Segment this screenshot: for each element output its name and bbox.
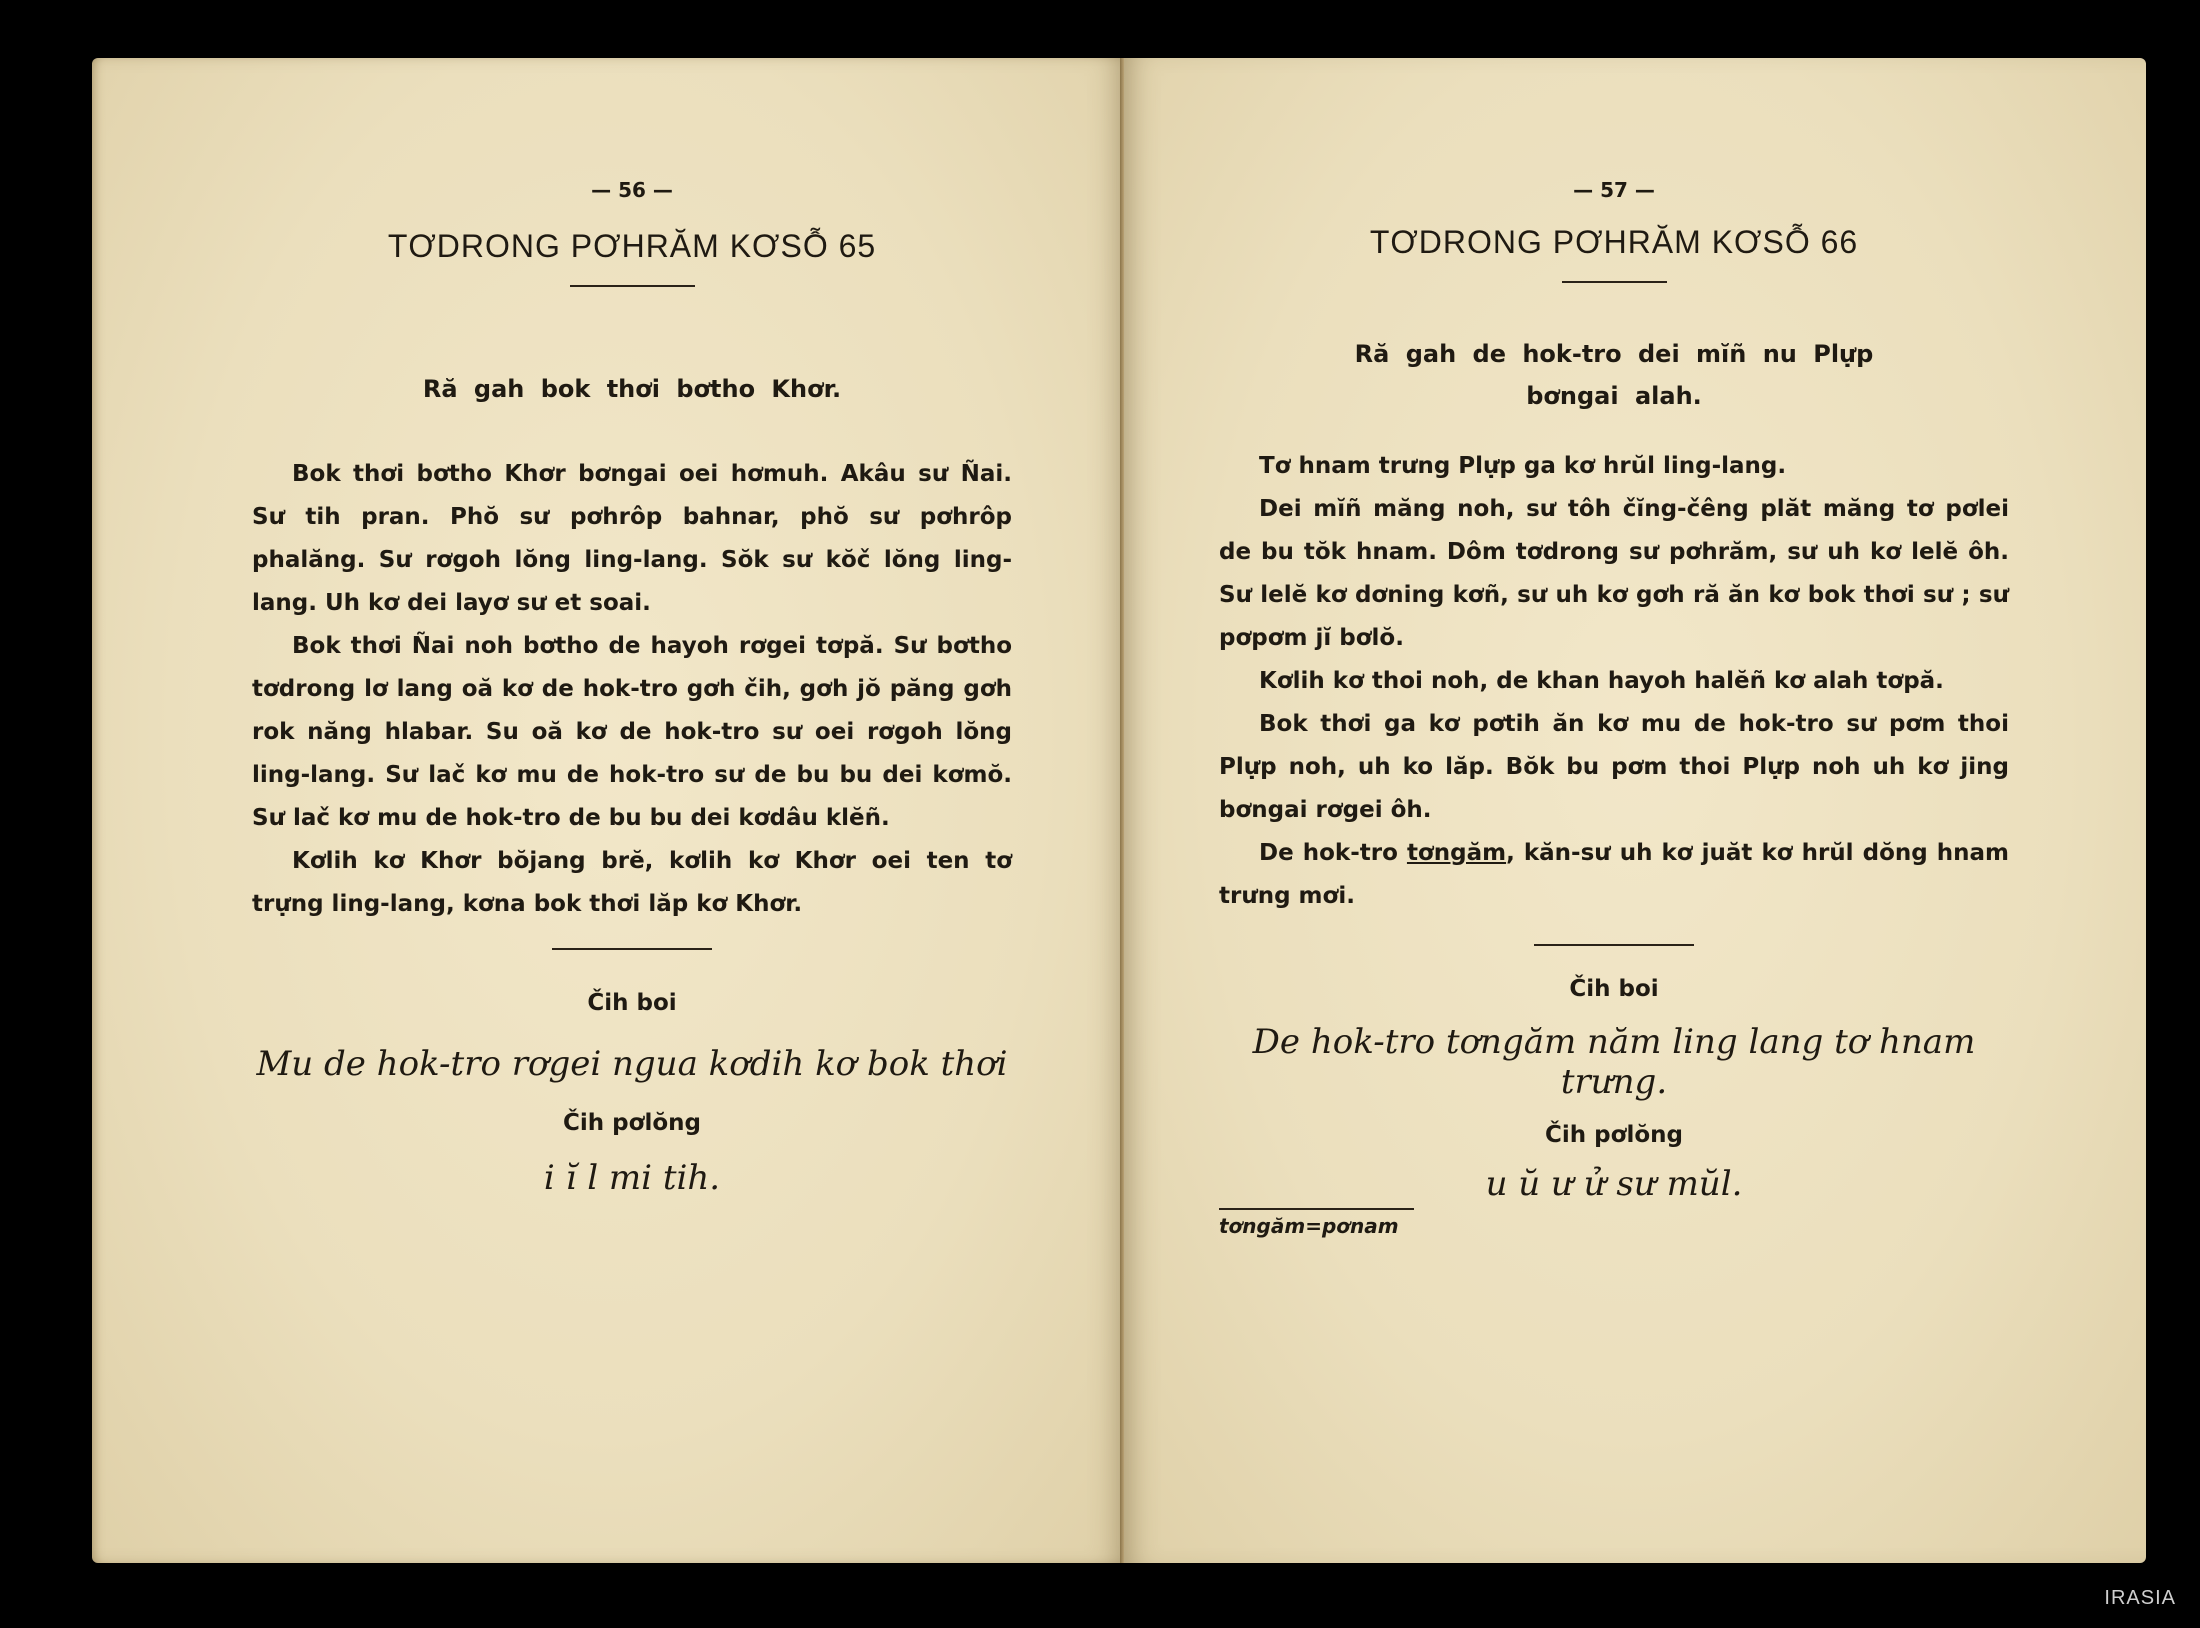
left-page-content [252,178,1012,1198]
left-body [252,453,1012,926]
page-number-right: — 57 — [1573,178,1655,202]
cih-polong-label-right: Čih pơlŏng [1545,1122,1683,1148]
cih-polong-handwriting-right: u ŭ ư ử sư mŭl. [1485,1164,1743,1204]
paragraph-3-right: Kơlih kơ thoi noh, de khan hayoh halĕñ kơ alah tơpă. [1259,668,1944,694]
section-rule-right [1534,944,1694,946]
paragraph-1-left: Bok thơi bơtho Khơr bơngai oei hơmuh. Akâu sư Ñai. Sư tih pran. Phŏ sư pơhrôp bahnar, phŏ sư pơhrôp phalăng. Sư rơgoh lŏng ling-lang. Sŏk sư kŏč lŏng ling-lang. Uh kơ dei layơ sư et soai. [252,461,1012,616]
paragraph-4-right: Bok thơi ga kơ pơtih ăn kơ mu de hok-tro sư pơm thoi Plựp noh, uh ko lăp. Bŏk bu pơm thoi Plựp noh uh kơ jing bơngai rơgei ôh. [1219,711,2009,823]
paragraph-3-left: Kơlih kơ Khơr bŏjang brĕ, kơlih kơ Khơr oei ten tơ trựng ling-lang, kơna bok thơi lăp kơ Khơr. [252,848,1012,917]
right-page-content [1219,178,2009,1238]
page-number-left: — 56 — [591,178,673,202]
cih-boi-handwriting-left: Mu de hok-tro rơgei ngua kơdih kơ bok thơi [256,1044,1008,1084]
paragraph-5-right [1219,832,2009,918]
left-page [92,58,1124,1563]
cih-boi-handwriting-right: De hok-tro tơngăm năm ling lang tơ hnam trưng. [1252,1022,1976,1102]
paragraph-1-right: Tơ hnam trưng Plựp ga kơ hrŭl ling-lang. [1259,453,1787,479]
cih-polong-label-left: Čih pơlŏng [563,1110,701,1136]
paragraph-5-prefix: De hok-tro [1259,840,1407,866]
cih-boi-label-left: Čih boi [587,990,677,1016]
paragraph-2-left: Bok thơi Ñai noh bơtho de hayoh rơgei tơpă. Sư bơtho tơdrong lơ lang oă kơ de hok-tro gơh čih, gơh jŏ păng gơh rok năng hlabar. Su oă kơ de hok-tro sư oei rơgoh lŏng ling-lang. Sư lač kơ mu de hok-tro sư de bu bu dei kơmŏ. Sư lač kơ mu de hok-tro de bu bu dei kơdâu klĕñ. [252,633,1012,831]
book-spread [92,58,2146,1563]
lesson-title-left: TƠDRONG PƠHRĂM KƠSỖ 65 [387,228,877,264]
watermark: IRASIA [2104,1587,2176,1609]
lesson-title-right: TƠDRONG PƠHRĂM KƠSỖ 66 [1369,224,1859,260]
cih-polong-handwriting-left: i ĭ l mi tih. [543,1158,721,1198]
paragraph-5-suffix: , kăn-sư uh kơ juăt kơ hrŭl dŏng hnam trưng mơi. [1219,840,2009,909]
section-rule-left [552,948,712,950]
title-rule-right [1562,281,1667,283]
lesson-heading-right-1: Ră gah de hok-tro dei mĭñ nu Plựp [1354,340,1874,368]
cih-boi-label-right: Čih boi [1569,976,1659,1002]
footnote-rule [1219,1208,1414,1210]
footnote: tơngăm=pơnam [1219,1214,1399,1238]
lesson-heading-left: Ră gah bok thơi bơtho Khơr. [422,375,842,403]
paragraph-2-right: Dei mĭñ măng noh, sư tôh čĭng-čêng plăt măng tơ pơlei de bu tŏk hnam. Dôm tơdrong sư pơhrăm, sư uh kơ lelĕ ôh. Sư lelĕ kơ dơning kơñ, sư uh kơ gơh ră ăn kơ bok thơi sư ; sư pơpơm jĭ bơlŏ. [1219,496,2009,651]
right-body [1219,445,2009,918]
underlined-word: tơngăm [1406,840,1507,866]
lesson-heading-right-2: bơngai alah. [1526,382,1702,410]
right-page [1124,58,2146,1563]
title-rule-left [570,285,695,287]
